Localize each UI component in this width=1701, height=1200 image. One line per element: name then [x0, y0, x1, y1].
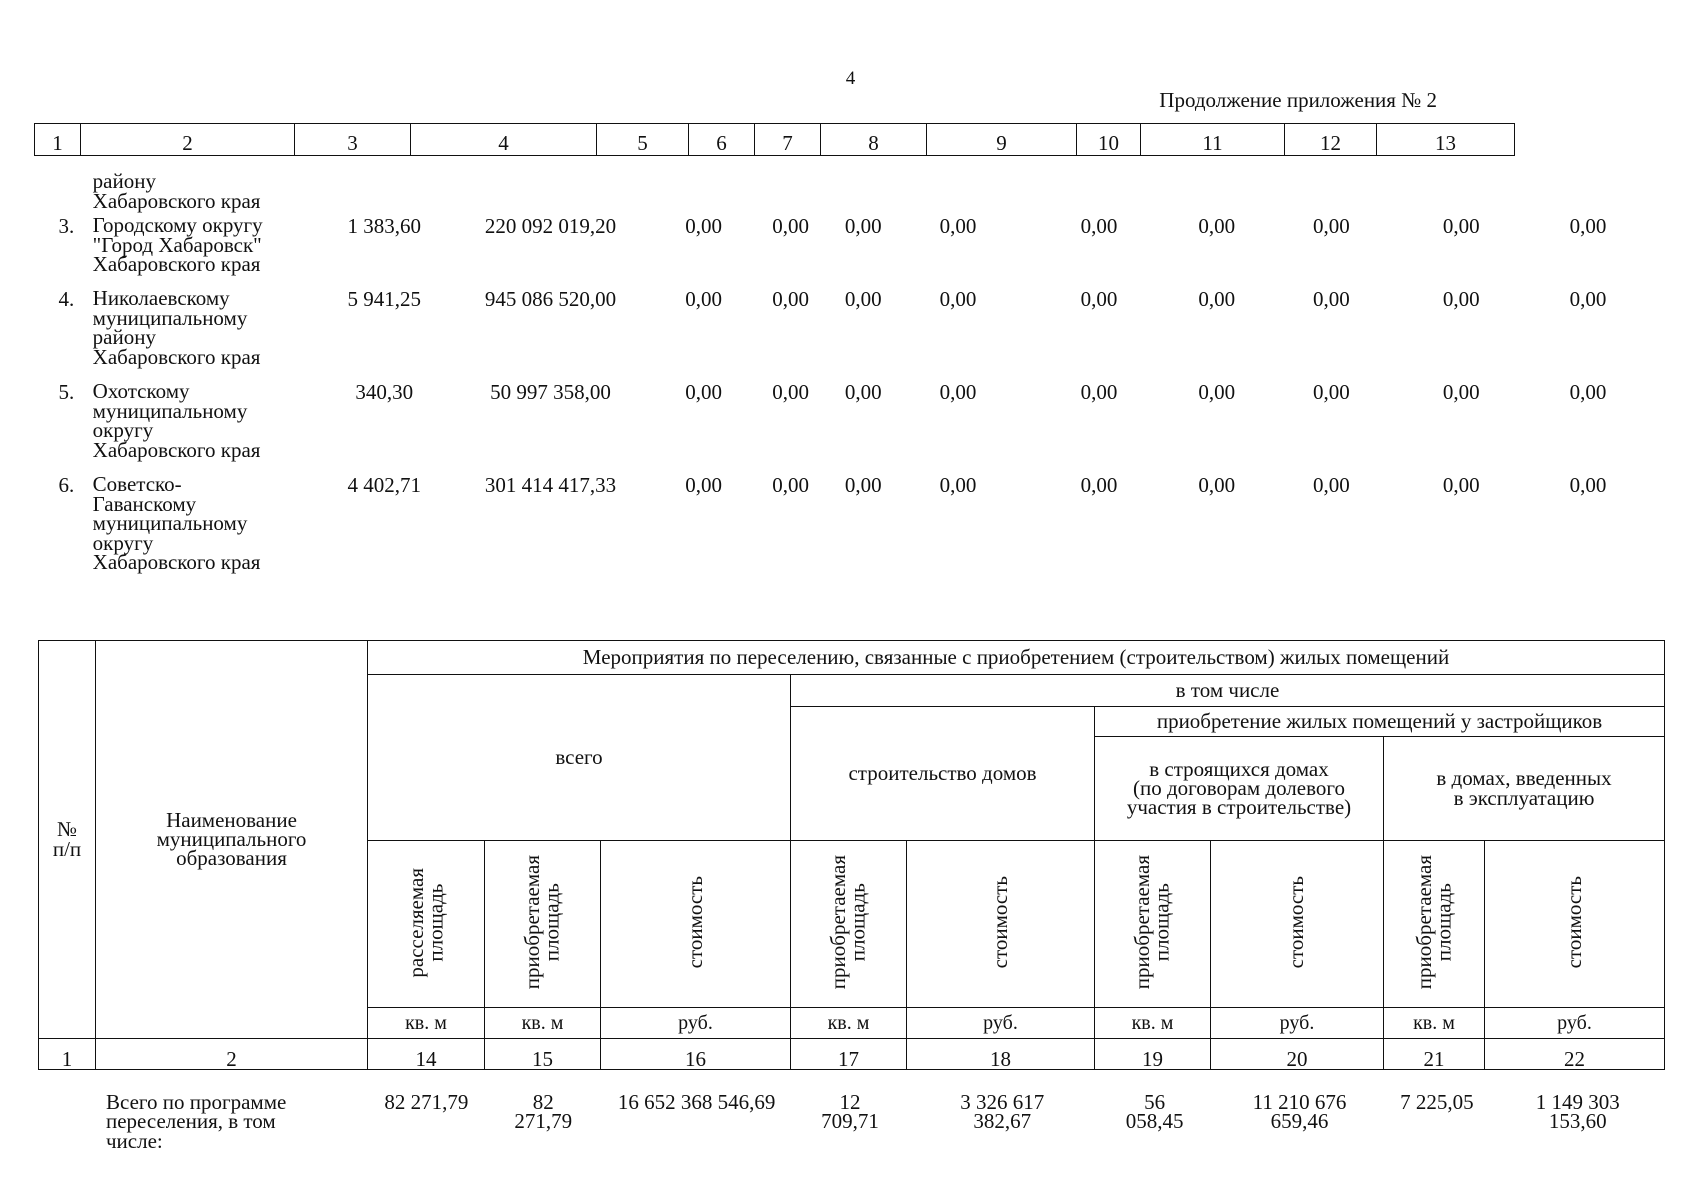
- unit-label: руб.: [1485, 1008, 1665, 1039]
- col-index: 4: [411, 124, 597, 156]
- municipality-name: Городскому округу "Город Хабаровск" Хабаровского края: [92, 213, 263, 277]
- cell: 0,00: [1312, 473, 1350, 497]
- col-index: 2: [81, 124, 295, 156]
- col-index: 1: [39, 1039, 96, 1070]
- cell: 0,00: [685, 287, 722, 311]
- subheader-resettled-area: расселяемая площадь: [368, 841, 485, 1008]
- municipality-name: району Хабаровского края: [92, 169, 261, 213]
- col-index: 11: [1141, 124, 1285, 156]
- subheader-acquired-area: приобретаемая площадь: [1384, 841, 1485, 1008]
- col-index: 6: [689, 124, 755, 156]
- cell: 82 271,79: [514, 1090, 573, 1134]
- table-row: [34, 285, 1664, 378]
- page-number: 4: [845, 68, 856, 89]
- cell: 0,00: [772, 380, 809, 404]
- col-index: 15: [485, 1039, 601, 1070]
- table2-totals: [38, 1090, 1668, 1153]
- cell: 4 402,71: [347, 473, 421, 497]
- col-index: 22: [1485, 1039, 1665, 1070]
- col-index: 17: [791, 1039, 907, 1070]
- col-row-number-header: № п/п: [39, 641, 96, 1039]
- col-index: 10: [1077, 124, 1141, 156]
- subheader-cost: стоимость: [907, 841, 1095, 1008]
- cell: 0,00: [772, 287, 809, 311]
- row-number: 4.: [58, 287, 75, 311]
- construction-header: строительство домов: [791, 707, 1095, 841]
- unit-label: кв. м: [485, 1008, 601, 1039]
- unit-label: кв. м: [368, 1008, 485, 1039]
- cell: 0,00: [1080, 214, 1118, 238]
- cell: 0,00: [1442, 473, 1480, 497]
- table1-header: [34, 123, 1515, 156]
- municipality-name: Охотскому муниципальному округу Хабаровского края: [92, 379, 261, 462]
- table-row: [38, 1093, 1668, 1151]
- col-index: 13: [1377, 124, 1515, 156]
- cell: 0,00: [844, 473, 882, 497]
- subheader-cost: стоимость: [1485, 841, 1665, 1008]
- subheader-cost: стоимость: [601, 841, 791, 1008]
- table-row: [34, 212, 1664, 285]
- cell: 0,00: [1442, 380, 1480, 404]
- cell: 0,00: [1569, 380, 1607, 404]
- cell: 16 652 368 546,69: [617, 1090, 776, 1114]
- col-name-header: Наименование муниципального образования: [96, 641, 368, 1039]
- unit-label: кв. м: [1384, 1008, 1485, 1039]
- cell: 0,00: [1080, 473, 1118, 497]
- row-number: 6.: [58, 473, 75, 497]
- subheader-acquired-area: приобретаемая площадь: [791, 841, 907, 1008]
- col-index: 3: [295, 124, 411, 156]
- table2-header: [38, 640, 1665, 1070]
- cell: 0,00: [685, 473, 722, 497]
- table-row: [34, 471, 1664, 581]
- table2-index-row: [39, 1039, 1665, 1070]
- cell: 0,00: [1198, 380, 1236, 404]
- table-row: [34, 172, 1664, 212]
- cell: 0,00: [939, 380, 977, 404]
- unit-label: руб.: [1211, 1008, 1384, 1039]
- including-header: в том числе: [791, 675, 1665, 707]
- col-index: 1: [35, 124, 81, 156]
- main-header: Мероприятия по переселению, связанные с приобретением (строительством) жилых помещений: [368, 641, 1665, 675]
- cell: 0,00: [1312, 287, 1350, 311]
- col-index: 5: [597, 124, 689, 156]
- cell: 82 271,79: [384, 1090, 469, 1114]
- col-index: 21: [1384, 1039, 1485, 1070]
- cell: 0,00: [772, 214, 809, 238]
- subheader-cost: стоимость: [1211, 841, 1384, 1008]
- cell: 0,00: [939, 214, 977, 238]
- cell: 301 414 417,33: [484, 473, 617, 497]
- cell: 945 086 520,00: [484, 287, 617, 311]
- cell: 0,00: [939, 473, 977, 497]
- municipality-name: Советско- Гаванскому муниципальному округу Хабаровского края: [92, 472, 261, 575]
- under-construction-header: в строящихся домах (по договорам долевого участия в строительстве): [1095, 737, 1384, 841]
- cell: 12 709,71: [821, 1090, 879, 1134]
- unit-label: кв. м: [791, 1008, 907, 1039]
- cell: 0,00: [1442, 287, 1480, 311]
- col-index: 8: [821, 124, 927, 156]
- cell: 1 149 303 153,60: [1535, 1090, 1620, 1134]
- row-number: 3.: [58, 214, 75, 238]
- col-index: 20: [1211, 1039, 1384, 1070]
- col-index: 9: [927, 124, 1077, 156]
- cell: 220 092 019,20: [484, 214, 617, 238]
- continuation-label: Продолжение приложения № 2: [1159, 88, 1437, 112]
- col-index: 18: [907, 1039, 1095, 1070]
- cell: 0,00: [1569, 214, 1607, 238]
- cell: 0,00: [685, 380, 722, 404]
- cell: 0,00: [844, 214, 882, 238]
- cell: 0,00: [685, 214, 722, 238]
- table-row: [34, 378, 1664, 471]
- cell: 340,30: [355, 380, 414, 404]
- row-number: 5.: [58, 380, 75, 404]
- cell: 0,00: [1198, 214, 1236, 238]
- table1-rows: [34, 169, 1664, 581]
- unit-label: руб.: [907, 1008, 1095, 1039]
- cell: 0,00: [1569, 473, 1607, 497]
- cell: 0,00: [772, 473, 809, 497]
- subheader-acquired-area: приобретаемая площадь: [1095, 841, 1211, 1008]
- cell: 1 383,60: [347, 214, 421, 238]
- cell: 11 210 676 659,46: [1252, 1090, 1347, 1134]
- cell: 0,00: [1198, 473, 1236, 497]
- unit-label: кв. м: [1095, 1008, 1211, 1039]
- cell: 0,00: [1312, 380, 1350, 404]
- table1-index-row: [35, 124, 1515, 156]
- cell: 0,00: [1080, 287, 1118, 311]
- total-header: всего: [368, 675, 791, 841]
- subheader-acquired-area: приобретаемая площадь: [485, 841, 601, 1008]
- cell: 56 058,45: [1125, 1090, 1184, 1134]
- col-index: 7: [755, 124, 821, 156]
- unit-label: руб.: [601, 1008, 791, 1039]
- cell: 0,00: [1080, 380, 1118, 404]
- col-index: 19: [1095, 1039, 1211, 1070]
- municipality-name: Николаевскому муниципальному району Хабаровского края: [92, 286, 261, 369]
- col-index: 12: [1285, 124, 1377, 156]
- cell: 5 941,25: [347, 287, 421, 311]
- cell: 0,00: [939, 287, 977, 311]
- cell: 0,00: [1569, 287, 1607, 311]
- cell: 50 997 358,00: [490, 380, 611, 404]
- cell: 0,00: [1198, 287, 1236, 311]
- commissioned-header: в домах, введенных в эксплуатацию: [1384, 737, 1665, 841]
- totals-label: Всего по программе переселения, в том числе:: [106, 1090, 287, 1153]
- col-index: 16: [601, 1039, 791, 1070]
- cell: 0,00: [844, 380, 882, 404]
- col-index: 2: [96, 1039, 368, 1070]
- cell: 0,00: [1312, 214, 1350, 238]
- cell: 7 225,05: [1400, 1090, 1474, 1114]
- purchase-header: приобретение жилых помещений у застройщиков: [1095, 707, 1665, 737]
- cell: 3 326 617 382,67: [960, 1090, 1045, 1134]
- col-index: 14: [368, 1039, 485, 1070]
- cell: 0,00: [844, 287, 882, 311]
- cell: 0,00: [1442, 214, 1480, 238]
